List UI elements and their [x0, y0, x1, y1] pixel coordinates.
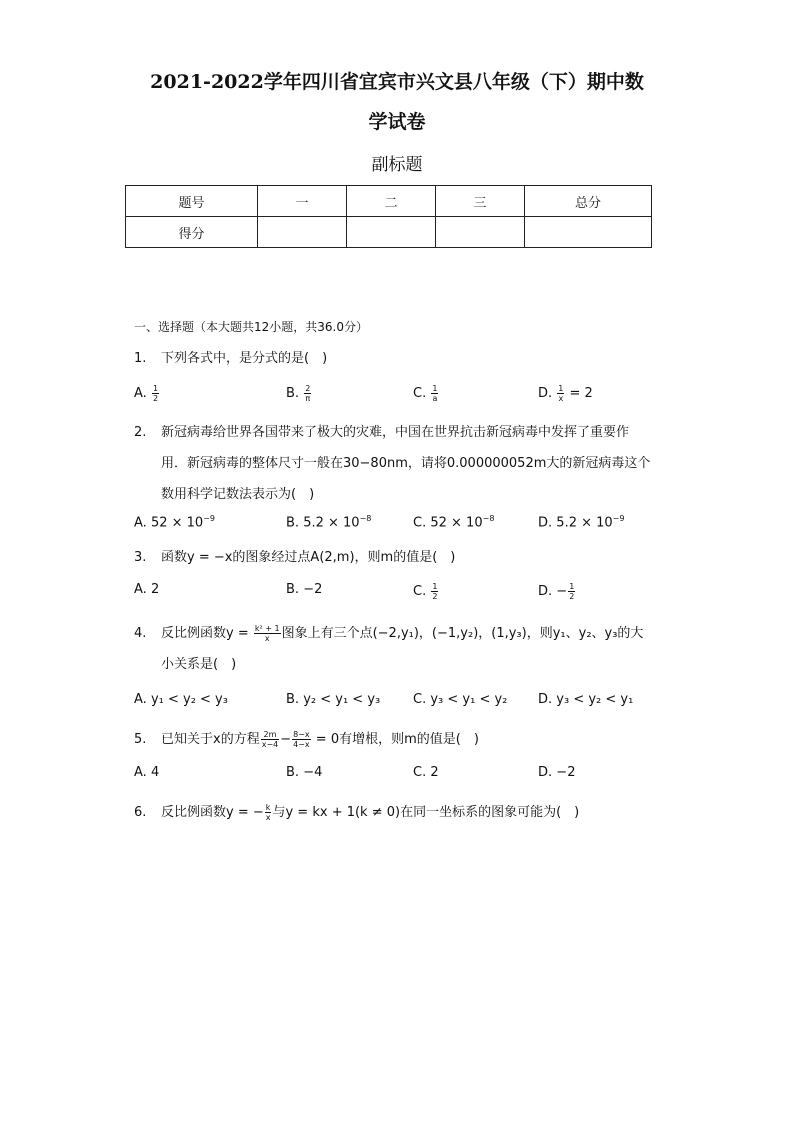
numerator: 1: [558, 384, 564, 393]
option-text: 2: [430, 765, 439, 780]
question-4-options: [134, 692, 664, 716]
option-label: D.: [538, 515, 553, 531]
option-d[interactable]: [538, 384, 593, 403]
question-5-options: [134, 765, 664, 789]
question-2-options: [134, 514, 664, 538]
option-exponent: −9: [612, 514, 625, 523]
section-heading: 一、选择题（本大题共12小题，共36.0分）: [134, 320, 368, 334]
denominator: x: [558, 394, 564, 403]
question-3: [134, 542, 664, 573]
option-b[interactable]: [286, 765, 322, 780]
fraction: [292, 730, 311, 749]
option-base: 5.2 × 10: [556, 515, 613, 531]
fraction: [431, 582, 438, 601]
option-label: A.: [134, 692, 147, 707]
option-d[interactable]: [538, 582, 576, 601]
question-stem-line-2: 用．新冠病毒的整体尺寸一般在30−80nm，请将0.000000052m大的新冠病毒这个: [161, 456, 651, 471]
question-stem-line-1: [161, 618, 664, 649]
stem-text: 图象上有三个点(−2,y₁)，(−1,y₂)，(1,y₃)，则y₁、y₂、y₃的大: [281, 626, 644, 641]
option-text: y₃ < y₁ < y₂: [430, 692, 508, 707]
numerator: 1: [152, 384, 159, 393]
stem-operator: −: [280, 732, 292, 747]
cell: 一: [258, 186, 347, 217]
option-label: D.: [538, 386, 553, 401]
fraction: [557, 384, 564, 403]
option-label: C.: [413, 515, 427, 531]
option-a[interactable]: [134, 765, 159, 780]
option-a[interactable]: [134, 384, 160, 403]
option-a[interactable]: [134, 692, 228, 707]
option-label: C.: [413, 386, 427, 401]
question-number: 6.: [134, 805, 147, 820]
option-label: A.: [134, 582, 147, 597]
question-1-options: [134, 384, 664, 408]
option-text: y₃ < y₂ < y₁: [556, 692, 634, 707]
stem-text: 与y = kx + 1(k ≠ 0)在同一坐标系的图象可能为( ): [272, 805, 580, 820]
option-label: B.: [286, 765, 300, 780]
denominator: 2: [432, 592, 438, 601]
option-label: B.: [286, 386, 300, 401]
title-line-2: 学试卷: [368, 111, 426, 133]
cell: 得分: [126, 217, 258, 248]
question-number: 2.: [134, 425, 147, 440]
option-label: B.: [286, 582, 300, 597]
option-label: C.: [413, 765, 427, 780]
question-6: [134, 797, 664, 828]
option-d[interactable]: [538, 692, 633, 707]
option-b[interactable]: [286, 384, 312, 403]
option-text: −2: [556, 765, 576, 780]
question-stem: [161, 797, 664, 828]
stem-text: 反比例函数y =: [161, 626, 253, 641]
option-label: A.: [134, 386, 147, 401]
question-stem: [161, 724, 664, 755]
subtitle: 副标题: [371, 155, 423, 175]
question-stem-line-3: 数用科学记数法表示为( ): [161, 487, 315, 502]
option-label: B.: [286, 692, 300, 707]
cell: 二: [347, 186, 436, 217]
option-text: 4: [150, 765, 160, 780]
question-1: [134, 343, 664, 374]
option-base: 52 × 10: [430, 515, 483, 531]
cell[interactable]: [258, 217, 347, 248]
option-b[interactable]: [286, 582, 322, 597]
option-c[interactable]: [413, 384, 439, 403]
option-exponent: −9: [203, 514, 215, 523]
option-c[interactable]: [413, 582, 439, 601]
fraction: [431, 384, 438, 403]
option-exponent: −8: [482, 514, 495, 523]
option-label: A.: [134, 765, 147, 780]
denominator: 4−x: [293, 740, 310, 749]
option-c[interactable]: [413, 514, 494, 530]
fraction: [152, 384, 159, 403]
cell: 题号: [126, 186, 258, 217]
denominator: 2: [152, 394, 159, 403]
fraction: [261, 730, 280, 749]
question-5: [134, 724, 664, 755]
numerator: k: [265, 803, 271, 812]
denominator: π: [305, 394, 311, 403]
option-exponent: −8: [359, 514, 372, 523]
option-text: −4: [303, 765, 323, 780]
option-label: D.: [538, 692, 553, 707]
option-label: C.: [413, 692, 427, 707]
score-table: [125, 185, 652, 248]
option-base: 52 × 10: [150, 515, 204, 531]
option-b[interactable]: [286, 514, 371, 530]
question-stem-line-1: 新冠病毒给世界各国带来了极大的灾难，中国在世界抗击新冠病毒中发挥了重要作: [161, 425, 630, 440]
question-number: 4.: [134, 626, 147, 641]
option-d[interactable]: [538, 514, 624, 530]
option-text: y₁ < y₂ < y₃: [150, 692, 228, 707]
option-c[interactable]: [413, 765, 439, 780]
score-table-header-row: [126, 186, 652, 217]
denominator: x: [265, 813, 271, 822]
option-text: −2: [303, 582, 323, 597]
fraction: [254, 624, 281, 643]
numerator: 2m: [261, 730, 280, 740]
numerator: 2: [305, 384, 311, 393]
question-stem: 下列各式中，是分式的是( ): [161, 351, 328, 366]
option-base: 5.2 × 10: [303, 515, 360, 531]
option-d[interactable]: [538, 765, 575, 780]
fraction: [265, 803, 272, 822]
cell[interactable]: [525, 217, 652, 248]
question-4: [134, 618, 664, 680]
cell[interactable]: [436, 217, 525, 248]
option-label: A.: [134, 515, 147, 531]
option-label: C.: [413, 584, 427, 599]
option-text: y₂ < y₁ < y₃: [303, 692, 381, 707]
option-b[interactable]: [286, 692, 380, 707]
denominator: 2: [569, 592, 575, 601]
option-a[interactable]: [134, 582, 159, 597]
question-number: 3.: [134, 550, 147, 565]
question-number: 5.: [134, 732, 147, 747]
denominator: x−4: [261, 740, 279, 749]
denominator: x: [264, 634, 270, 643]
stem-text: 反比例函数y = −: [161, 805, 264, 820]
stem-text: 已知关于x的方程: [161, 732, 260, 747]
stem-text: = 0有增根，则m的值是( ): [311, 732, 479, 747]
option-sign: −: [556, 584, 568, 599]
question-2: [134, 417, 664, 510]
option-a[interactable]: [134, 514, 215, 530]
numerator: 8−x: [293, 730, 310, 739]
cell[interactable]: [347, 217, 436, 248]
option-text: 2: [150, 582, 160, 597]
numerator: 1: [432, 384, 438, 393]
option-label: D.: [538, 584, 553, 599]
numerator: 1: [569, 582, 575, 591]
option-c[interactable]: [413, 692, 507, 707]
question-3-options: [134, 582, 664, 606]
denominator: a: [432, 394, 438, 403]
numerator: 1: [432, 582, 438, 591]
cell: 总分: [525, 186, 652, 217]
title-line-1: 2021-2022学年四川省宜宾市兴文县八年级（下）期中数: [150, 71, 644, 93]
question-number: 1.: [134, 351, 147, 366]
option-label: B.: [286, 515, 300, 531]
cell: 三: [436, 186, 525, 217]
numerator: k² + 1: [254, 624, 280, 633]
option-tail: = 2: [565, 386, 593, 401]
fraction: [304, 384, 311, 403]
question-stem-line-2: 小关系是( ): [161, 657, 237, 672]
option-label: D.: [538, 765, 553, 780]
question-stem: 函数y = −x的图象经过点A(2,m)，则m的值是( ): [161, 550, 456, 565]
fraction: [568, 582, 575, 601]
score-table-score-row: [126, 217, 652, 248]
